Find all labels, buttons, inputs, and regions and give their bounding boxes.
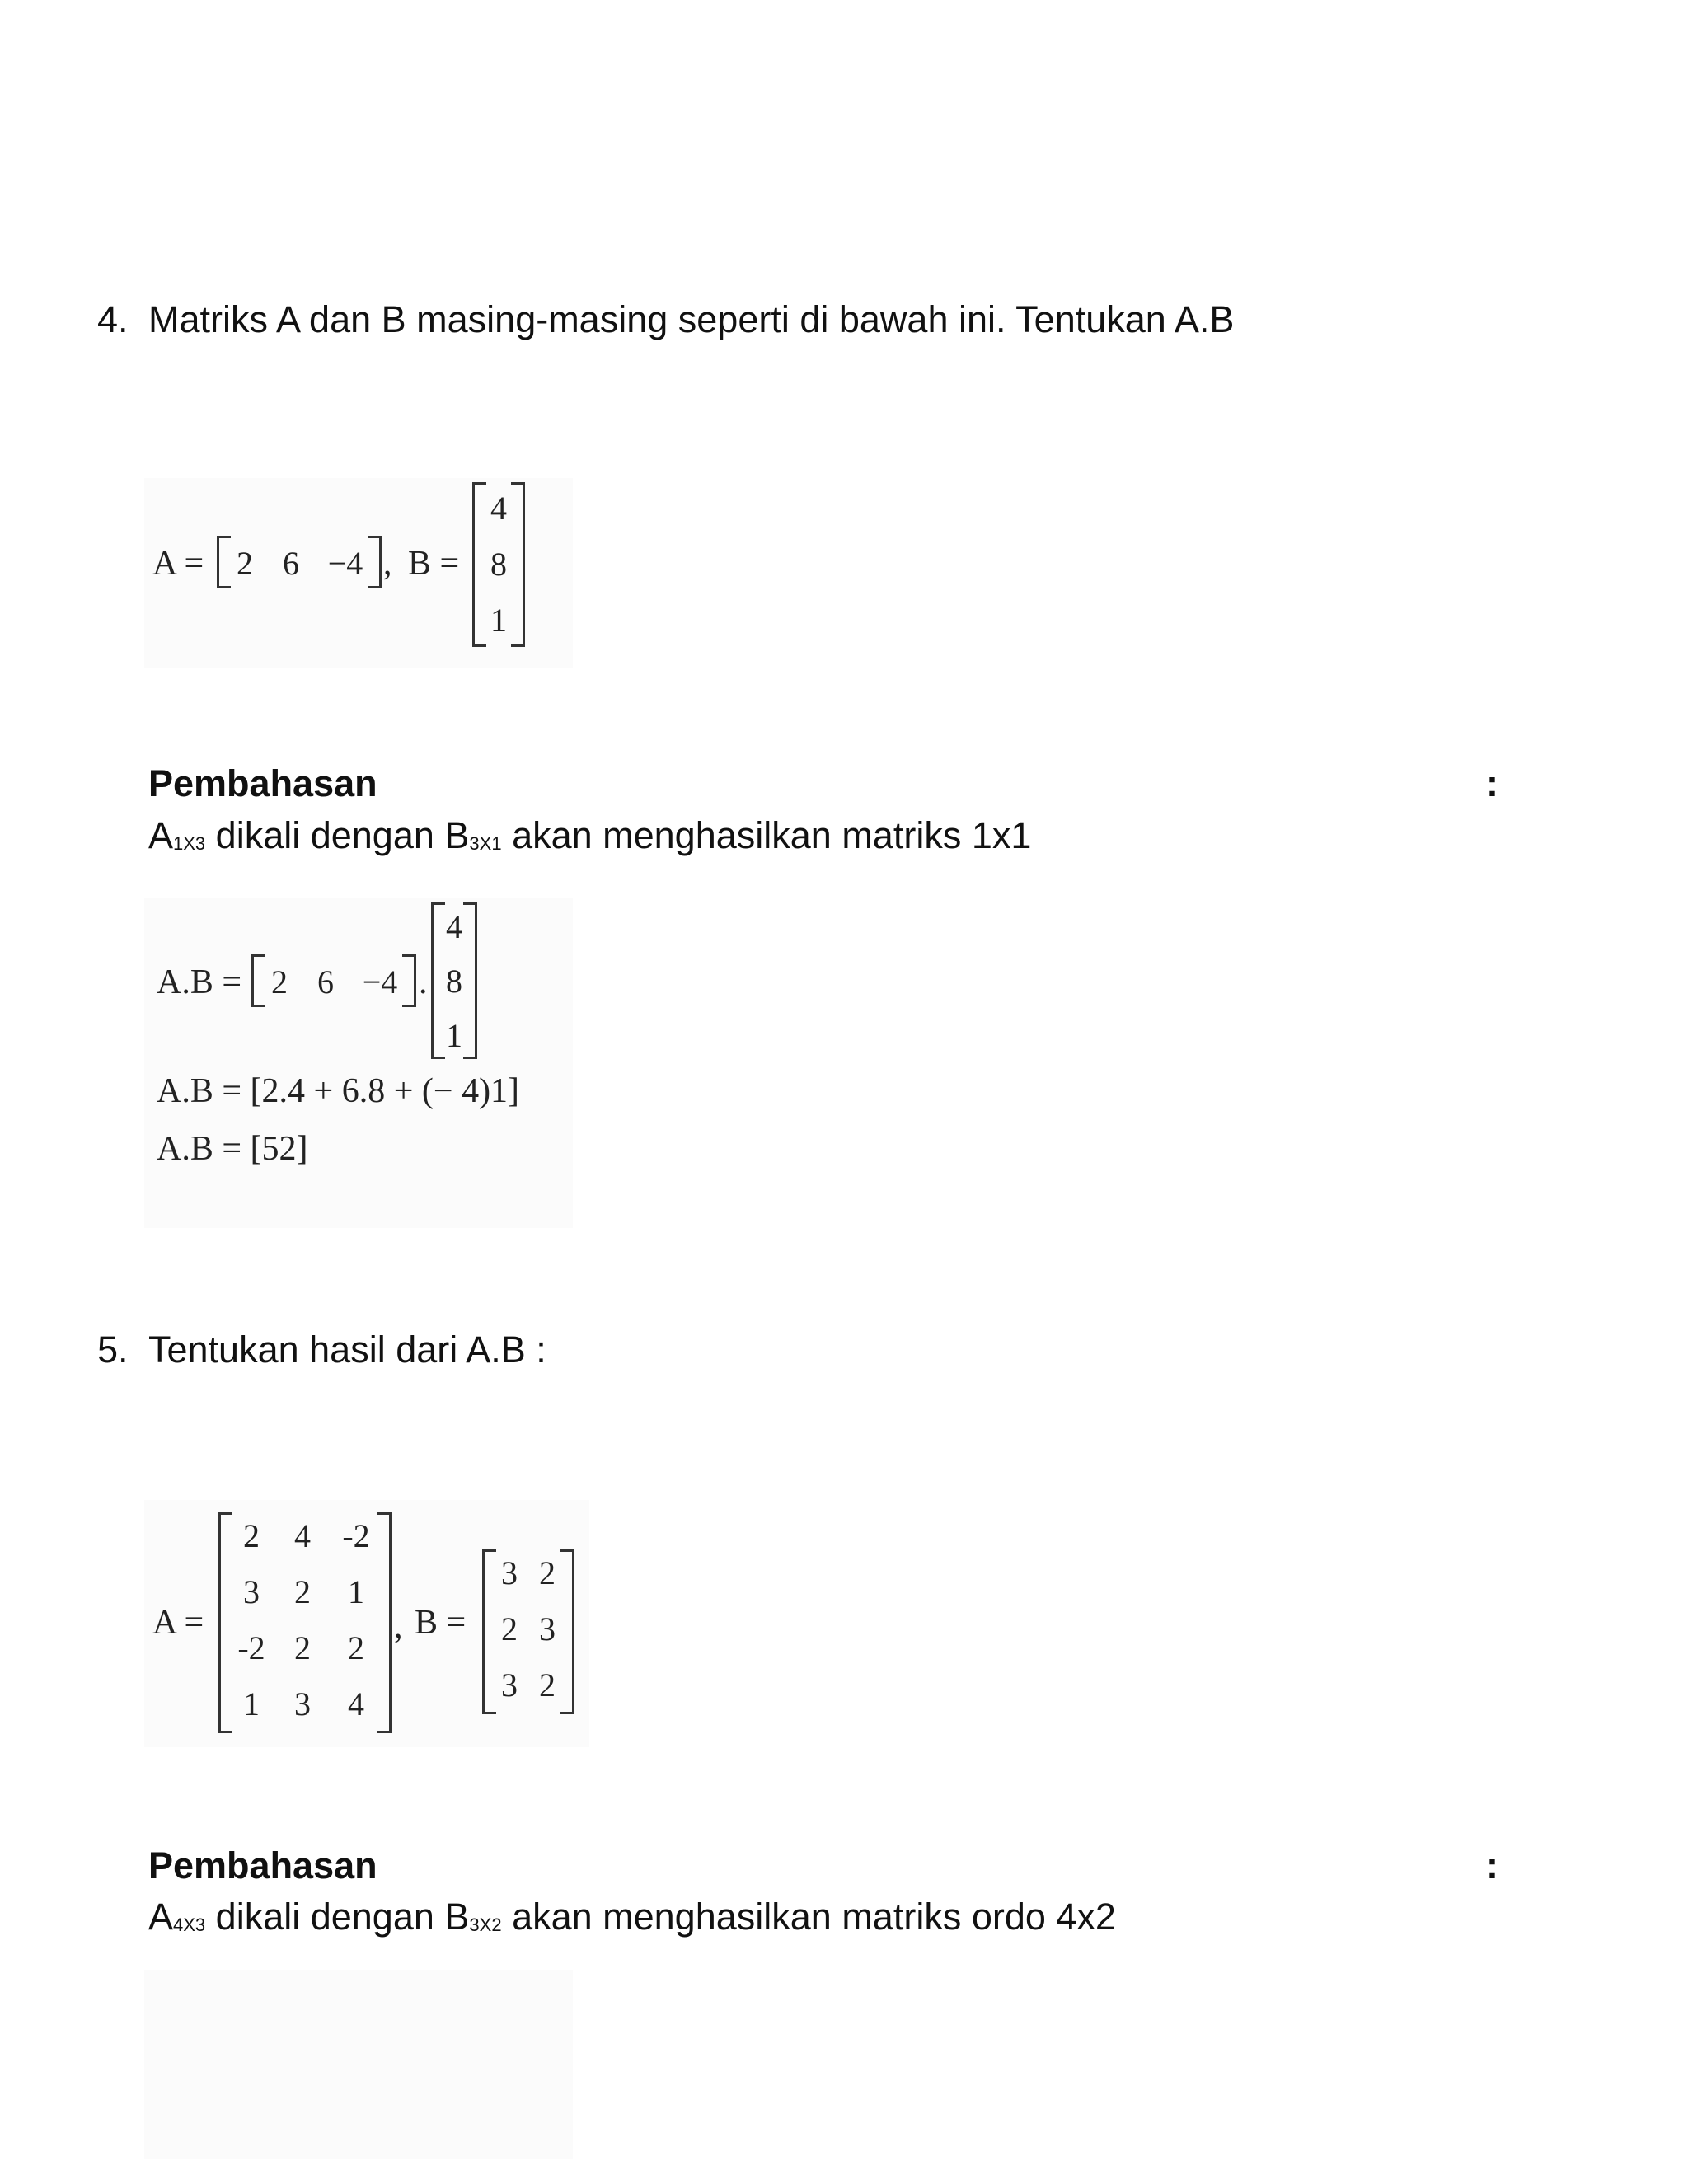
- col-cell: 4: [446, 908, 462, 945]
- matrix-b-label: B =: [408, 545, 460, 583]
- matrix-a-cell: -2: [342, 1517, 370, 1554]
- pembahasan-label: Pembahasan: [148, 762, 377, 804]
- desc-text-end: akan menghasilkan matriks ordo 4x2: [501, 1896, 1116, 1938]
- question-text: Matriks A dan B masing-masing seperti di bawah ini. Tentukan A.B: [148, 298, 1235, 340]
- matrix-b-cell: 3: [501, 1554, 518, 1591]
- q5-description: [148, 1896, 1116, 1938]
- matrix-b-cell: 4: [490, 490, 507, 527]
- question-number: 5.: [97, 1329, 129, 1371]
- matrix-b-cell: 2: [539, 1554, 556, 1591]
- col-cell: 8: [446, 963, 462, 1000]
- pembahasan-colon: :: [1486, 1844, 1498, 1886]
- matrix-a-cell: 2: [294, 1629, 311, 1666]
- matrix-a-cell: 2: [348, 1629, 364, 1666]
- matrix-a-cell: 6: [283, 545, 299, 582]
- desc-text: dikali dengan B: [205, 1896, 470, 1938]
- matrix-a-cell: −4: [327, 545, 363, 582]
- matrix-a-cell: -2: [237, 1629, 265, 1666]
- matrix-a-label: A =: [152, 1604, 204, 1642]
- matrix-a-cell: 1: [348, 1573, 364, 1610]
- matrix-b: [472, 482, 525, 647]
- matrix-a-cell: 2: [294, 1573, 311, 1610]
- matrix-b-cell: 2: [501, 1610, 518, 1647]
- matrix-a-cell: 2: [243, 1517, 260, 1554]
- desc-text-end: akan menghasilkan matriks 1x1: [501, 814, 1032, 856]
- matrix-b-cell: 3: [501, 1666, 518, 1704]
- separator: ,: [383, 545, 392, 583]
- question-text: Tentukan hasil dari A.B :: [148, 1329, 546, 1371]
- desc-matrix-a: A: [148, 1896, 174, 1938]
- desc-a-order: 1X3: [173, 833, 206, 854]
- matrix-a-cell: 4: [348, 1685, 364, 1722]
- question-4: [97, 298, 1235, 340]
- matrix-a: [218, 1512, 392, 1733]
- row-cell: −4: [362, 963, 398, 1001]
- matrix-a-cell: 4: [294, 1517, 311, 1554]
- q4-given-matrices: [144, 478, 573, 668]
- desc-matrix-a: A: [148, 814, 174, 856]
- solution-line2: A.B = [2.4 + 6.8 + (− 4)1]: [157, 1072, 520, 1110]
- desc-b-order: 3X1: [469, 833, 502, 854]
- question-5: [97, 1329, 546, 1371]
- solution-col-matrix: [431, 902, 477, 1059]
- pembahasan-heading: [148, 1844, 1498, 1887]
- matrix-b-cell: 8: [490, 546, 507, 583]
- pembahasan-colon: :: [1486, 762, 1498, 804]
- q4-description: [148, 814, 1031, 857]
- question-number: 4.: [97, 298, 129, 340]
- matrix-b-cell: 2: [539, 1666, 556, 1704]
- row-cell: 2: [271, 963, 288, 1001]
- pembahasan-label: Pembahasan: [148, 1844, 377, 1886]
- solution-line1-label: A.B =: [157, 963, 242, 1001]
- matrix-b-cell: 1: [490, 602, 507, 639]
- solution-row-matrix: [251, 954, 416, 1007]
- matrix-a-cell: 3: [294, 1685, 311, 1722]
- matrix-a-cell: 2: [237, 545, 253, 582]
- matrix-b: [482, 1549, 574, 1714]
- q5-solution-area: [144, 1970, 573, 2159]
- separator: ,: [394, 1608, 403, 1646]
- matrix-a-label: A =: [152, 545, 204, 583]
- desc-a-order: 4X3: [173, 1915, 206, 1935]
- q5-given-matrices: [144, 1500, 589, 1747]
- matrix-a-cell: 3: [243, 1573, 260, 1610]
- desc-text: dikali dengan B: [205, 814, 470, 856]
- row-cell: 6: [317, 963, 334, 1001]
- matrix-b-cell: 3: [539, 1610, 556, 1647]
- q4-solution: [144, 898, 573, 1228]
- matrix-b-label: B =: [415, 1604, 467, 1642]
- matrix-a-cell: 1: [243, 1685, 260, 1722]
- solution-line3: A.B = [52]: [157, 1130, 308, 1168]
- col-cell: 1: [446, 1017, 462, 1054]
- pembahasan-heading: [148, 762, 1498, 805]
- matrix-a: [217, 536, 382, 588]
- solution-dot: .: [419, 963, 428, 1001]
- desc-b-order: 3X2: [469, 1915, 502, 1935]
